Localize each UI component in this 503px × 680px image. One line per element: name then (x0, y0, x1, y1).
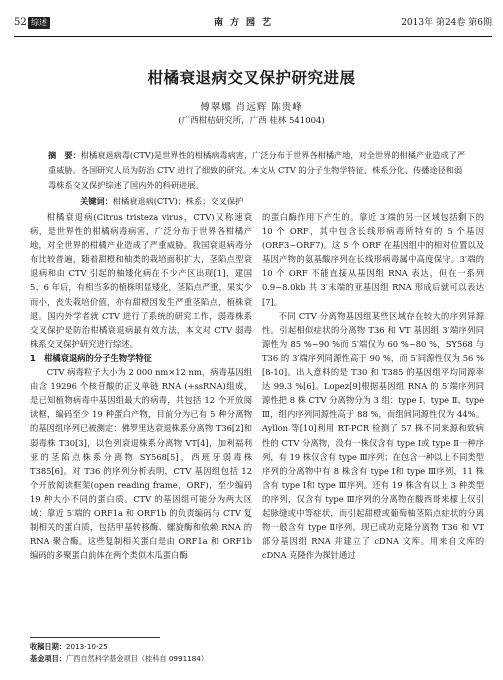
abstract-text: 柑橘衰退病毒(CTV)是世界性的柑橘病毒病害，广泛分布于世界各柑橘产地，对全世界的柑橘产业造成了严重威胁。各国研究人员为防治 CTV 进行了细致的研究。本文从 CTV 的分子生物学特征、株系分化、传播途径和弱毒株系交叉保护综述了国内外的科研进展。 (48, 150, 466, 190)
article-title: 柑橘衰退病交叉保护研究进展 (147, 69, 356, 87)
body-paragraph: 的蛋白酶作用下产生的。靠近 3′端的另一区域包括剩下的 10 个 ORF，其中包含长线形病毒所特有的 5 个基因(ORF3~ORF7)。这 5 个 ORF 在基因组中的相对位置以及基因产物的氨基酸序列在长线形病毒属中高度保守。3′端的 10 个 ORF 不能直接从基因组 RNA 表达，但在一系列 0.9~8.0kb 共 3′末端的亚基因组 RNA 形成后就可以表达[7]。 (262, 212, 484, 307)
footnote-fund (30, 653, 208, 664)
abstract-body (48, 148, 468, 193)
body-paragraph: 柑橘衰退病(Citrus tristeza virus，CTV)又称速衰病，是世界性的柑橘病毒病害，广泛分布于世界各柑橘产地，对全世界的柑橘产业造成了严重威胁。我国衰退病毒分布比较普遍，随着甜橙和柚类的栽培面积扩大，茎陷点型衰退病和由 CTV 引起的柚矮化病在不少产区出现[1]，建国 5、6 年后，有相当多的植株明显矮化，茎陷点严重，果实少而小，丧失栽培价值，亦有甜橙因发生严重茎陷点，植株衰退。国内外学者就 CTV 进行了系统的研究工作，弱毒株系交叉保护是防治柑橘衰退病最有效方法，本文对 CTV 弱毒株系交叉保护研究进行综述。 (30, 212, 252, 349)
abstract (48, 148, 468, 209)
page-number: 52 (14, 17, 27, 28)
abstract-label: 摘 要： (48, 150, 81, 160)
keywords-label: 关键词： (80, 196, 113, 206)
fund-text: 广西自然科学基金项目（桂科自 0991184） (65, 654, 209, 663)
author-affiliation: (广西柑桔研究所，广西 桂林 541004) (178, 116, 325, 126)
received-date: 2013-10-25 (65, 642, 108, 651)
body-paragraph: 不同 CTV 分离物基因组某些区域存在较大的序列异源性。引起相似症状的分离物 T36 和 VT 基因组 3′端序列同源性为 85 %~90 %而 5′端仅为 60 %~80 %，SY568 与 T36 的 3′端序列同源性高于 90 %，而 5′同源性仅为 56 %[8-10]。出人意料的是 T30 和 T385 的基因组平均同源率达 99.3 %[6]。Lopez[9]根据基因组 RNA 的 5′端序列同源性把 8 株 CTV 分离物分为 3 组：type Ⅰ、type Ⅱ、type Ⅲ，组内序列同源性高于 88 %，而组间同源性仅为 44%。Ayllon 等[10]利用 RT-PCR 检测了 57 株不同来源和致病性的 CTV 分离物，没有一株仅含有 type Ⅰ或 type Ⅱ一种序列，有 19 株仅含有 type Ⅲ序列；在包含一种以上不同类型序列的分离物中有 8 株含有 type Ⅰ和 type Ⅲ序列，11 株含有 type Ⅰ和 type Ⅲ序列。还有 19 株含有以上 3 种类型的序列，仅含有 type Ⅲ序列的分离物在酸西哥来檬上仅引起脉缝或中等症状，而引起甜橙或葡萄柚茎陷点症状的分离物一般含有 type Ⅱ序列。现已成功克隆分离物 T36 和 VT 部分基因组 RNA 并建立了 cDNA 文库。用来自文库的 cDNA 克隆作为探针通过 (262, 310, 484, 561)
fund-label: 基金项目： (30, 654, 66, 663)
keywords (48, 194, 468, 209)
received-label: 收稿日期： (30, 642, 66, 651)
keywords-text: 柑橘衰退病(CTV)；株系；交叉保护 (112, 196, 244, 206)
article-authors: 傅翠娜 肖远辉 陈贵峰 (200, 102, 303, 113)
section-heading: 1 柑橘衰退病的分子生物学特征 (30, 352, 152, 363)
section-tag: 综述 (28, 17, 50, 29)
running-header (14, 10, 492, 36)
body-column-left (30, 210, 252, 562)
header-rule (14, 36, 492, 37)
issue-info: 2013年 第24卷 第6期 (401, 18, 492, 28)
journal-name: 南方园艺 (214, 18, 279, 28)
footnote-received (30, 641, 108, 652)
body-column-right (262, 210, 484, 562)
body-paragraph: CTV 病毒粒子大小为 2 000 nm×12 nm，病毒基因组由含 19296 个核苷酸的正义单链 RNA (+ssRNA)组成，是已知植物病毒中基因组最大的病毒，共包括 12 个开放阅读框，编码至少 19 种蛋白产物，目前分为已有 5 种分离物的基因组序列已被测定：佛罗里达衰退株系分离物 T36[2]和弱毒株 T30[3]，以色列衰退株系分离物 VT[4]，加利福利亚的茎陷点株系分离物 SY568[5]，西班牙弱毒株 T385[6]。对 T36 的序列分析表明，CTV 基因组包括 12 个开放阅读框架(open reading frame，ORF)，至少编码 19 种大小不同的蛋白质。CTV 的基因组可能分为两大区域：靠近 5′端的 ORF1a 和 ORF1b 的负责编码与 CTV 复制相关的蛋白质，包括甲基转移酶、螺旋酶和依赖 RNA 的 RNA 聚合酶。这些复制相关蛋白是由 ORF1a 和 ORF1b 编码的多聚蛋白前体在两个类似木瓜蛋白酶 (30, 367, 252, 561)
footnote-rule (30, 637, 160, 638)
